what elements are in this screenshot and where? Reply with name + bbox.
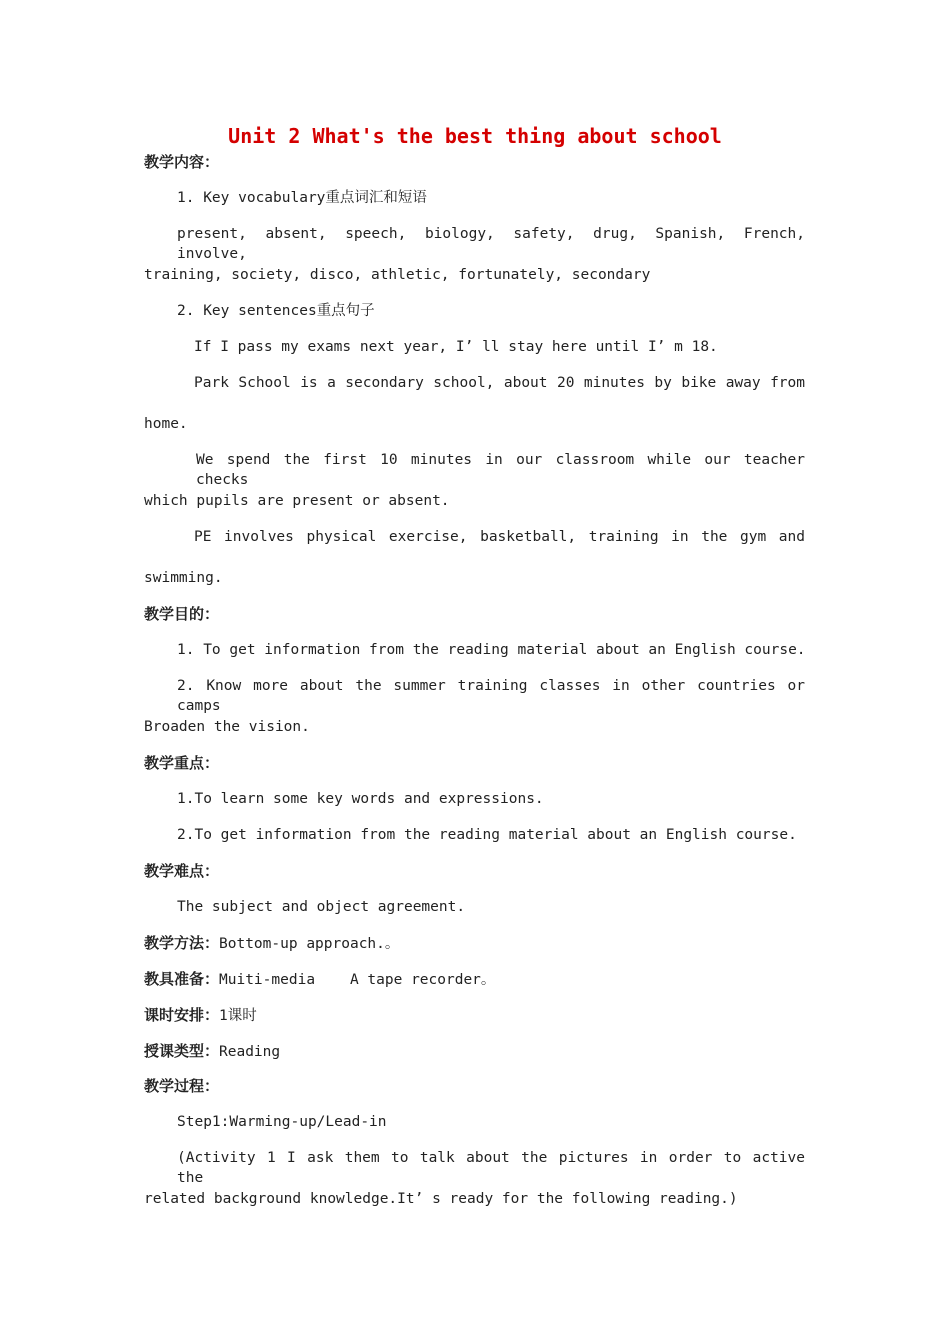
vocab-item-cn: 重点词汇和短语 bbox=[325, 190, 427, 206]
vocab-item bbox=[177, 188, 427, 208]
time-row bbox=[144, 1005, 257, 1026]
key-point-1: 1.To learn some key words and expressions. bbox=[177, 791, 544, 807]
sentence-4-line-2: swimming. bbox=[144, 570, 223, 586]
document-title: Unit 2 What's the best thing about school bbox=[228, 124, 722, 148]
sentence-4-line-1: PE involves physical exercise, basketball, training in the gym and bbox=[194, 529, 805, 545]
activity-line-1: (Activity 1 I ask them to talk about the pictures in order to active the bbox=[177, 1150, 805, 1186]
difficulty-heading: 教学难点： bbox=[144, 862, 220, 880]
sentence-3-line-2: which pupils are present or absent. bbox=[144, 493, 450, 509]
sentence-3-line-1: We spend the first 10 minutes in our classroom while our teacher checks bbox=[196, 452, 805, 488]
tools-value: Muiti-media A tape recorder。 bbox=[219, 972, 496, 988]
vocab-item-en: 1. Key vocabulary bbox=[177, 190, 326, 206]
aim-1: 1. To get information from the reading material about an English course. bbox=[177, 642, 806, 658]
method-label: 教学方法： bbox=[144, 934, 220, 952]
step-1: Step1:Warming-up/Lead-in bbox=[177, 1114, 387, 1130]
time-value: 1课时 bbox=[219, 1008, 257, 1024]
method-row bbox=[144, 933, 399, 954]
aim-2-line-1: 2. Know more about the summer training classes in other countries or camps bbox=[177, 678, 805, 714]
vocab-line-1: present, absent, speech, biology, safety, drug, Spanish, French, involve, bbox=[177, 226, 805, 262]
sentences-item-cn: 重点句子 bbox=[316, 303, 375, 319]
vocab-line-2: training, society, disco, athletic, fortunately, secondary bbox=[144, 267, 651, 283]
sentence-2-line-2: home. bbox=[144, 416, 188, 432]
aim-2-line-2: Broaden the vision. bbox=[144, 719, 310, 735]
content-heading: 教学内容： bbox=[144, 153, 220, 171]
difficulty-1: The subject and object agreement. bbox=[177, 899, 466, 915]
tools-row bbox=[144, 969, 495, 990]
key-point-2: 2.To get information from the reading material about an English course. bbox=[177, 827, 797, 843]
time-label: 课时安排： bbox=[144, 1006, 220, 1024]
tools-label: 教具准备： bbox=[144, 970, 220, 988]
method-value: Bottom-up approach.。 bbox=[219, 936, 400, 952]
process-heading: 教学过程： bbox=[144, 1077, 220, 1095]
aims-heading: 教学目的： bbox=[144, 605, 220, 623]
key-points-heading: 教学重点： bbox=[144, 754, 220, 772]
type-label: 授课类型： bbox=[144, 1042, 220, 1060]
sentences-item bbox=[177, 301, 375, 321]
sentence-1: If I pass my exams next year, I’ ll stay here until I’ m 18. bbox=[194, 339, 718, 355]
sentence-2-line-1: Park School is a secondary school, about 20 minutes by bike away from bbox=[194, 375, 805, 391]
sentences-item-en: 2. Key sentences bbox=[177, 303, 317, 319]
type-value: Reading bbox=[219, 1044, 281, 1060]
type-row bbox=[144, 1041, 280, 1062]
activity-line-2: related background knowledge.It’ s ready for the following reading.) bbox=[144, 1191, 738, 1207]
